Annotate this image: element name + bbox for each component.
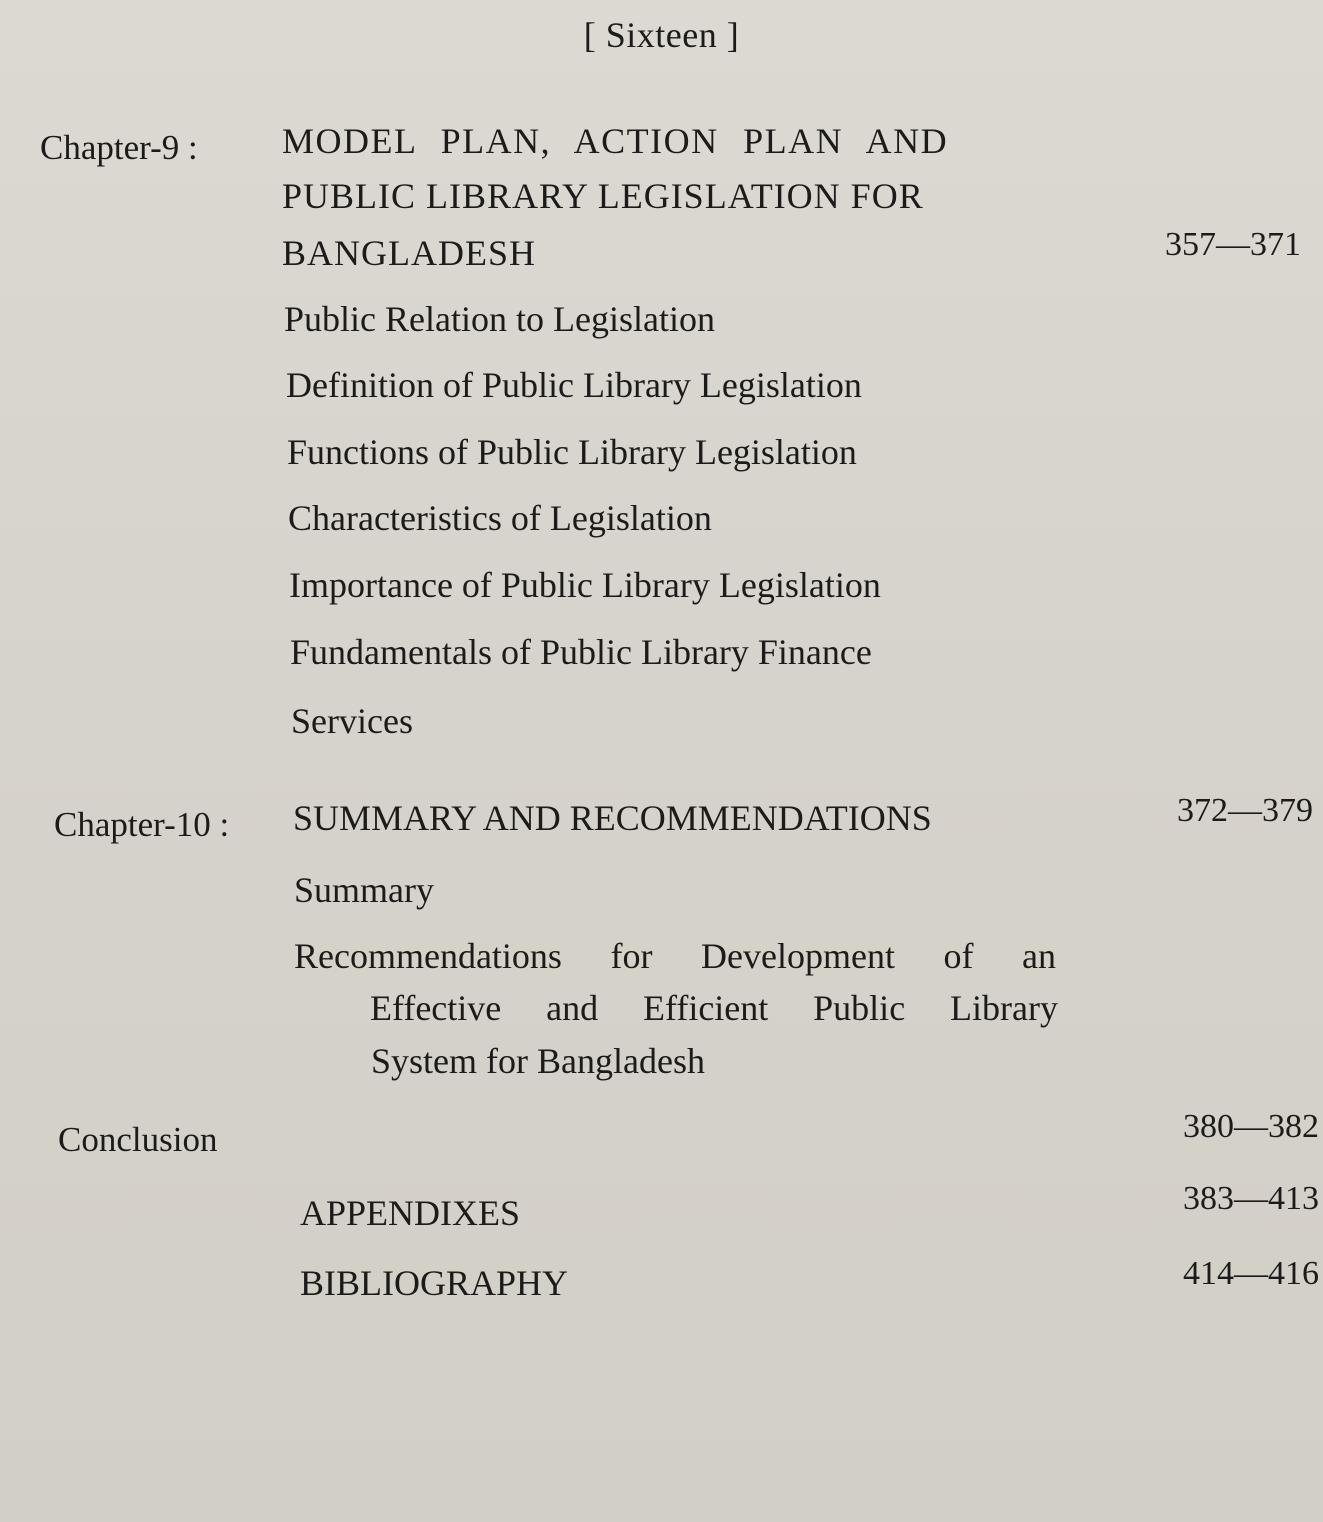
- chapter-9-section-6: Fundamentals of Public Library Finance: [290, 632, 872, 672]
- chapter-9-section-3: Functions of Public Library Legislation: [287, 432, 857, 472]
- chapter-10-section-2-line-3: System for Bangladesh: [371, 1041, 705, 1081]
- chapter-10-section-2-line-1: Recommendations for Development of an: [294, 936, 1056, 976]
- chapter-9-pages: 357—371: [1165, 226, 1301, 263]
- chapter-9-label: Chapter-9 :: [40, 128, 198, 167]
- chapter-10-section-1: Summary: [294, 870, 434, 910]
- chapter-10-title: SUMMARY AND RECOMMENDATIONS: [293, 798, 932, 838]
- chapter-9-section-5: Importance of Public Library Legislation: [289, 565, 881, 605]
- appendixes-label: APPENDIXES: [300, 1193, 521, 1233]
- bibliography-pages: 414—416: [1183, 1255, 1319, 1292]
- chapter-9-title-line-1: MODEL PLAN, ACTION PLAN AND: [282, 121, 949, 161]
- chapter-9-section-1: Public Relation to Legislation: [284, 299, 715, 339]
- page-number: [ Sixteen ]: [583, 15, 740, 55]
- chapter-10-pages: 372—379: [1177, 792, 1313, 829]
- chapter-10-label: Chapter-10 :: [54, 805, 230, 844]
- chapter-9-section-2: Definition of Public Library Legislation: [286, 365, 862, 405]
- bibliography-label: BIBLIOGRAPHY: [300, 1263, 569, 1303]
- chapter-10-section-2-line-2: Effective and Efficient Public Library: [370, 988, 1058, 1028]
- chapter-9-title-line-3: BANGLADESH: [282, 233, 537, 273]
- conclusion-label: Conclusion: [58, 1120, 218, 1159]
- chapter-9-title-line-2: PUBLIC LIBRARY LEGISLATION FOR: [282, 176, 924, 216]
- chapter-9-section-4: Characteristics of Legislation: [288, 498, 712, 538]
- chapter-9-section-7: Services: [291, 701, 413, 741]
- conclusion-pages: 380—382: [1183, 1108, 1319, 1145]
- appendixes-pages: 383—413: [1183, 1180, 1319, 1217]
